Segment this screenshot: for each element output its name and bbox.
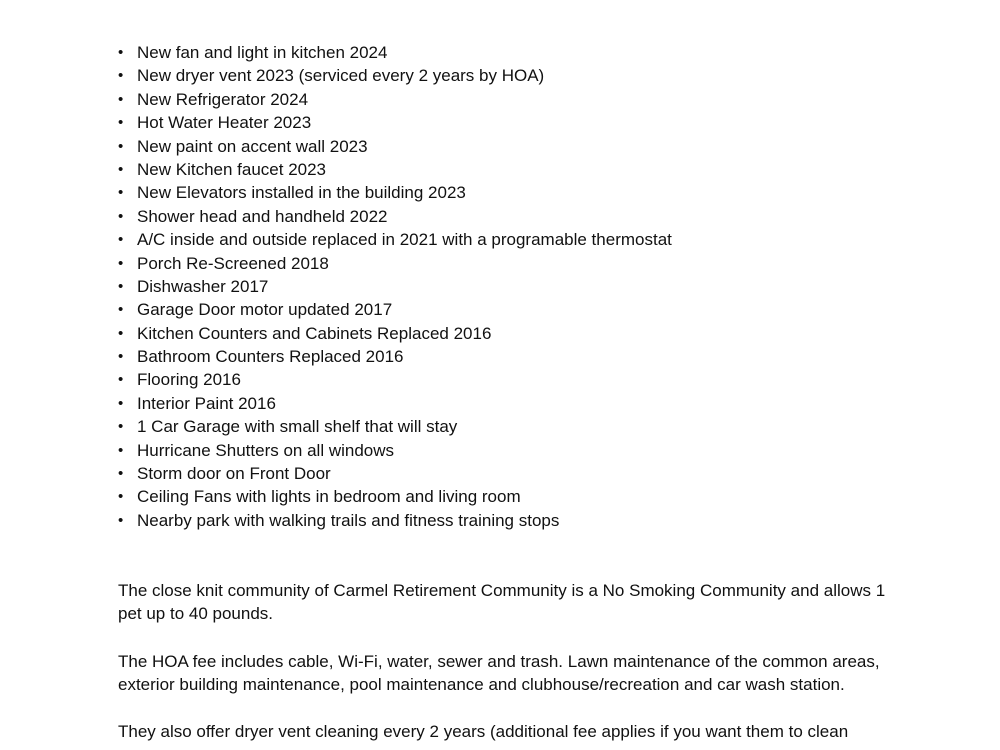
- list-item-text: Shower head and handheld 2022: [137, 206, 388, 226]
- list-item-text: Kitchen Counters and Cabinets Replaced 2016: [137, 323, 492, 343]
- list-item: [118, 439, 878, 462]
- bullet-icon: •: [118, 254, 124, 272]
- list-item-text: Porch Re-Screened 2018: [137, 253, 329, 273]
- list-item-text: Interior Paint 2016: [137, 393, 276, 413]
- list-item: [118, 181, 878, 204]
- bullet-icon: •: [118, 394, 124, 412]
- list-item-text: New paint on accent wall 2023: [137, 136, 368, 156]
- bullet-icon: •: [118, 371, 124, 389]
- list-item-text: New Kitchen faucet 2023: [137, 159, 327, 179]
- bullet-icon: •: [118, 137, 124, 155]
- list-item: [118, 462, 878, 485]
- list-item-text: New Refrigerator 2024: [137, 89, 309, 109]
- bullet-icon: •: [118, 44, 124, 61]
- list-item-text: New Elevators installed in the building 2023: [137, 183, 466, 203]
- hoa-fee-paragraph: The HOA fee includes cable, Wi-Fi, water, sewer and trash. Lawn maintenance of the common areas, exterior building maintenance, pool maintenance and clubhouse/recreation and car wash station.: [118, 652, 880, 695]
- bullet-icon: •: [118, 90, 124, 108]
- list-item: [118, 135, 878, 158]
- list-item: [118, 205, 878, 228]
- bullet-icon: •: [118, 231, 124, 249]
- list-item: [118, 275, 878, 298]
- list-item: [118, 509, 878, 532]
- list-item-text: Hurricane Shutters on all windows: [137, 440, 395, 460]
- bullet-icon: •: [118, 465, 124, 483]
- list-item: [118, 64, 878, 87]
- list-item-text: A/C inside and outside replaced in 2021 with a programable thermostat: [137, 230, 672, 250]
- list-item: [118, 368, 878, 391]
- list-item-text: Storm door on Front Door: [137, 464, 331, 484]
- bullet-icon: •: [118, 418, 124, 436]
- list-item-text: Garage Door motor updated 2017: [137, 300, 393, 320]
- list-item-text: Hot Water Heater 2023: [137, 113, 312, 133]
- bullet-icon: •: [118, 114, 124, 132]
- bullet-icon: •: [118, 207, 124, 225]
- bullet-icon: •: [118, 160, 124, 178]
- bullet-icon: •: [118, 511, 124, 529]
- bullet-icon: •: [118, 301, 124, 319]
- list-item: [118, 41, 878, 64]
- bullet-icon: •: [118, 441, 124, 459]
- bullet-icon: •: [118, 277, 124, 295]
- bullet-icon: •: [118, 324, 124, 342]
- list-item: [118, 252, 878, 275]
- list-item: [118, 415, 878, 438]
- list-item-text: New dryer vent 2023 (serviced every 2 years by HOA): [137, 66, 545, 86]
- list-item-text: Bathroom Counters Replaced 2016: [137, 347, 404, 367]
- list-item: [118, 111, 878, 134]
- dryer-vent-paragraph: They also offer dryer vent cleaning every 2 years (additional fee applies if you want them to clean: [118, 722, 849, 741]
- bullet-icon: •: [118, 488, 124, 506]
- community-paragraph: The close knit community of Carmel Retirement Community is a No Smoking Community and allows 1 pet up to 40 pounds.: [118, 581, 886, 624]
- list-item-text: 1 Car Garage with small shelf that will stay: [137, 417, 458, 437]
- list-item: [118, 298, 878, 321]
- list-item: [118, 485, 878, 508]
- list-item-text: Dishwasher 2017: [137, 276, 269, 296]
- bullet-icon: •: [118, 348, 124, 366]
- bullet-icon: •: [118, 184, 124, 202]
- list-item: [118, 228, 878, 251]
- list-item: [118, 345, 878, 368]
- feature-list: [118, 41, 878, 532]
- list-item-text: New fan and light in kitchen 2024: [137, 43, 388, 62]
- list-item-text: Flooring 2016: [137, 370, 241, 390]
- list-item: [118, 322, 878, 345]
- list-item-text: Ceiling Fans with lights in bedroom and living room: [137, 487, 521, 507]
- list-item-text: Nearby park with walking trails and fitness training stops: [137, 510, 560, 530]
- list-item: [118, 392, 878, 415]
- list-item: [118, 88, 878, 111]
- bullet-icon: •: [118, 67, 124, 85]
- list-item: [118, 158, 878, 181]
